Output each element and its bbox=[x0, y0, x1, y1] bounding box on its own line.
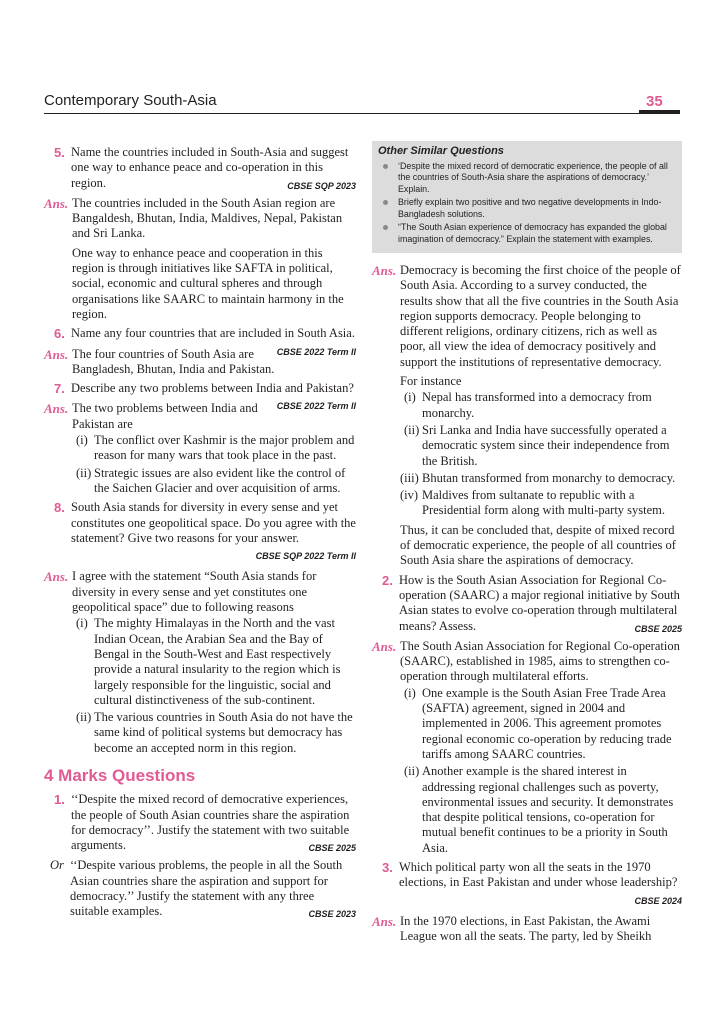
left-column bbox=[44, 145, 356, 923]
answer-paragraph: The four countries of South Asia are Bangladesh, Bhutan, India and Pakistan. bbox=[72, 346, 275, 376]
point-text: The mighty Himalayas in the North and the vast Indian Ocean, the Arabian Sea and the Bay of Bengal in the South-West and East respectively provide a natural insularity to the region which is largely responsible for the linguistic, social and cultural distinctiveness of the sub-continent. bbox=[94, 616, 341, 707]
exam-tag: CBSE 2024 bbox=[634, 895, 682, 906]
question-4m-1 bbox=[44, 792, 356, 853]
similar-question-item bbox=[398, 222, 676, 245]
point-text: One example is the South Asian Free Trade Area (SAFTA) agreement, signed in 2004 and implemented in 2006. This agreement promotes regional economic co-operation by reducing trade tariffs among SAARC countries. bbox=[422, 685, 672, 761]
answer-intro: The two problems between India and Pakistan are bbox=[72, 401, 258, 431]
point-label: (ii) bbox=[76, 465, 92, 480]
answer-label: Ans. bbox=[372, 263, 397, 278]
point-text: The conflict over Kashmir is the major problem and reason for many wars that took place in the past. bbox=[94, 433, 355, 463]
answer-label: Ans. bbox=[44, 569, 69, 585]
page-number: 35 bbox=[646, 93, 663, 110]
answer-point bbox=[400, 423, 682, 469]
answer-paragraph: Democracy is becoming the first choice of the people of South Asia. According to a survey conducted, the results show that all the five countries in the South Asia region supports democracy. People belonging to different religions, ordinary citizens, rich as well as poor, all view the idea of democracy positively and support the institutions of representative democracy. bbox=[400, 263, 681, 369]
page-number-bar bbox=[639, 110, 680, 114]
question-number: 8. bbox=[54, 500, 65, 516]
point-text: Nepal has transformed into a democracy from monarchy. bbox=[422, 390, 652, 420]
answer-label: Ans. bbox=[372, 913, 397, 929]
point-label: (i) bbox=[404, 390, 416, 405]
answer-point bbox=[400, 686, 682, 762]
answer-point bbox=[400, 471, 682, 486]
exam-tag: CBSE SQP 2022 Term II bbox=[255, 551, 356, 562]
running-header: Contemporary South-Asia bbox=[44, 92, 217, 109]
point-text: Maldives from sultanate to republic with a Presidential form along with multi-party system. bbox=[422, 488, 666, 518]
similar-question-item bbox=[398, 161, 676, 196]
question-5 bbox=[44, 145, 356, 191]
answer-point bbox=[72, 433, 356, 464]
exam-tag: CBSE 2023 bbox=[308, 909, 356, 920]
exam-tag: CBSE SQP 2023 bbox=[287, 180, 356, 191]
answer-label: Ans. bbox=[372, 638, 397, 654]
question-number: 3. bbox=[382, 859, 393, 875]
answer-4m-3 bbox=[372, 914, 682, 945]
answer-4m-2 bbox=[372, 639, 682, 856]
answer-7 bbox=[44, 401, 356, 496]
bullet-icon bbox=[383, 225, 388, 230]
point-label: (ii) bbox=[76, 710, 92, 725]
point-text: Sri Lanka and India have successfully operated a democratic system since their independence from the British. bbox=[422, 422, 670, 468]
point-label: (iii) bbox=[400, 470, 419, 485]
point-label: (i) bbox=[404, 685, 416, 700]
similar-questions-box bbox=[372, 141, 682, 253]
answer-intro: I agree with the statement “South Asia stands for diversity in every sense and yet constitutes one geopolitical space” due to following reasons bbox=[72, 569, 317, 615]
similar-question-text: “The South Asian experience of democracy has expanded the global imagination of democracy.” Explain the statement with examples. bbox=[398, 222, 667, 244]
point-text: Strategic issues are also evident like the control of the Saichen Glacier and over acquisition of arms. bbox=[94, 465, 346, 495]
point-label: (ii) bbox=[404, 422, 420, 437]
question-text: ‘‘Despite various problems, the people in all the South Asian countries share the aspiration and support for democracy.’’ Justify the statement with any three suitable examples. bbox=[70, 858, 343, 919]
right-column bbox=[372, 145, 682, 948]
answer-intro: The South Asian Association for Regional Co-operation (SAARC), established in 1985, aims to strengthen co-operation through multilateral efforts. bbox=[400, 638, 680, 684]
point-text: The various countries in South Asia do not have the same kind of political systems but democracy has become an accepted norm in this region. bbox=[94, 710, 353, 755]
question-text: ‘‘Despite the mixed record of democrative experiences, the people of South Asian countries share the aspiration for democracy’’. Justify the statement with two suitable arguments. bbox=[71, 792, 350, 853]
exam-tag: CBSE 2025 bbox=[308, 843, 356, 854]
point-label: (i) bbox=[76, 616, 88, 631]
answer-paragraph: The countries included in the South Asian region are Bangaldesh, Bhutan, India, Maldives, Nepal, Pakistan and Sri Lanka. bbox=[72, 195, 343, 241]
similar-questions-title: Other Similar Questions bbox=[378, 145, 504, 157]
answer-label: Ans. bbox=[44, 346, 69, 362]
answer-paragraph: One way to enhance peace and cooperation in this region is through initiatives like SAFTA in political, social, economic and cultural spheres and through organisations like SAARC to maintain harmony in the region. bbox=[72, 245, 344, 321]
question-number: 6. bbox=[54, 326, 65, 342]
exam-tag: CBSE 2022 Term II bbox=[276, 346, 356, 357]
or-label: Or bbox=[50, 858, 64, 873]
question-text: Which political party won all the seats in the 1970 elections, in East Pakistan and under whose leadership? bbox=[399, 859, 678, 890]
point-label: (i) bbox=[76, 433, 88, 448]
answer-6 bbox=[44, 347, 356, 378]
question-text: South Asia stands for diversity in every sense and yet constitutes one geopolitical space. Do you agree with the statement? Give two reasons for your answer. bbox=[71, 500, 356, 545]
answer-label: Ans. bbox=[44, 401, 69, 417]
question-number: 1. bbox=[54, 792, 65, 808]
similar-question-item bbox=[398, 197, 676, 220]
answer-point bbox=[400, 764, 682, 856]
or-question bbox=[44, 858, 356, 919]
bullet-icon bbox=[383, 200, 388, 205]
point-text: Bhutan transformed from monarchy to democracy. bbox=[422, 470, 676, 485]
for-instance: For instance bbox=[400, 374, 462, 389]
bullet-icon bbox=[383, 164, 388, 169]
answer-point bbox=[72, 616, 356, 708]
question-4m-3 bbox=[372, 860, 682, 909]
header-rule bbox=[44, 113, 680, 114]
exam-tag: CBSE 2022 Term II bbox=[276, 401, 356, 412]
answer-8 bbox=[44, 569, 356, 756]
answer-4m-1 bbox=[372, 263, 682, 569]
question-text: Describe any two problems between India and Pakistan? bbox=[71, 381, 354, 396]
question-text: Name the countries included in South-Asia and suggest one way to enhance peace and co-operation in this region. bbox=[71, 145, 349, 190]
question-number: 5. bbox=[54, 145, 65, 160]
answer-5 bbox=[44, 196, 356, 322]
answer-point bbox=[400, 488, 682, 519]
question-number: 7. bbox=[54, 381, 65, 397]
answer-point bbox=[72, 466, 356, 497]
exam-tag: CBSE 2025 bbox=[634, 623, 682, 634]
question-4m-2 bbox=[372, 573, 682, 634]
question-text: How is the South Asian Association for Regional Co-operation (SAARC) a major regional initiative by South Asian states to evolve co-operation through multilateral means? Assess. bbox=[399, 572, 680, 633]
point-text: Another example is the shared interest in addressing regional challenges such as poverty, environmental issues and security. It demonstrates that despite political tensions, co-operation for mutual benefit continues to be a priority in South Asia. bbox=[422, 764, 674, 855]
question-number: 2. bbox=[382, 572, 393, 588]
question-text: Name any four countries that are included in South Asia. bbox=[71, 326, 355, 341]
answer-label: Ans. bbox=[44, 195, 69, 211]
section-heading: 4 Marks Questions bbox=[44, 765, 196, 785]
question-8 bbox=[44, 500, 356, 564]
point-label: (ii) bbox=[404, 764, 420, 779]
answer-point bbox=[400, 390, 682, 421]
answer-point bbox=[72, 710, 356, 756]
similar-question-text: Briefly explain two positive and two negative developments in Indo-Bangladesh solutions. bbox=[398, 197, 662, 219]
answer-conclusion: Thus, it can be concluded that, despite of mixed record of democratic experience, the people of all countries of South Asia share the aspirations of democracy. bbox=[400, 522, 676, 568]
point-label: (iv) bbox=[400, 488, 419, 503]
answer-paragraph: In the 1970 elections, in East Pakistan, the Awami League won all the seats. The party, led by Sheikh bbox=[400, 913, 652, 944]
similar-question-text: ‘Despite the mixed record of democratic experience, the people of all the countries of South-Asia share the aspirations of democracy.’ Explain. bbox=[398, 160, 668, 194]
